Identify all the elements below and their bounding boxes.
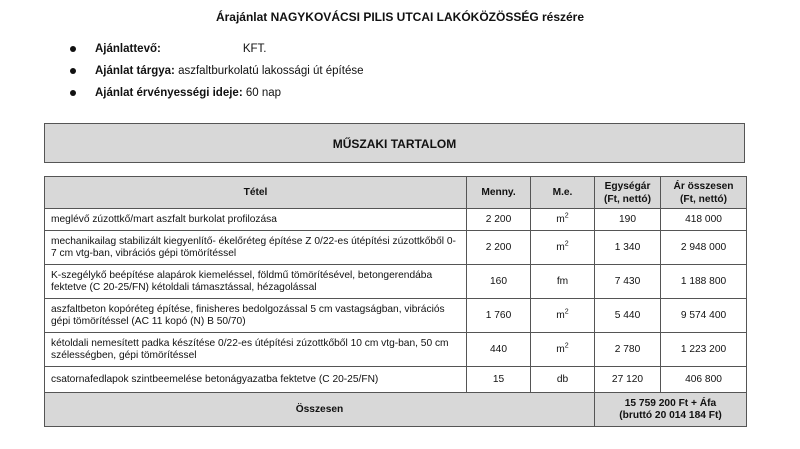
item-cell [45, 333, 467, 367]
offer-details [70, 42, 363, 108]
subject-label: Ajánlat tárgya: [95, 65, 175, 77]
total-cell-text: 1 223 200 [680, 343, 727, 355]
subject-value: aszfaltburkolatú lakossági út építése [178, 65, 364, 77]
header-unit-price-text: Egységár (Ft, nettó) [604, 180, 651, 205]
unit-price-cell-text: 2 780 [614, 343, 641, 355]
total-cell-text: 418 000 [685, 213, 722, 225]
item-cell-text: K-szegélykő beépítése alapárok kiemeléssel, földmű tömörítésével, betongerendába fektetve (C 20-25/FN) kétoldali támasztással, hézagolással [51, 269, 433, 293]
unit-price-cell [595, 265, 661, 299]
header-item: Tétel [45, 177, 467, 209]
total-cell-text: 2 948 000 [680, 241, 727, 253]
qty-cell-text: 2 200 [485, 213, 512, 225]
grand-total-net: 15 759 200 Ft + Áfa [624, 397, 717, 409]
total-row [45, 393, 747, 427]
unit-cell [531, 209, 595, 231]
unit-price-cell-text: 190 [619, 213, 636, 225]
total-cell [661, 299, 747, 333]
unit-superscript: 2 [564, 308, 569, 316]
header-qty: Menny. [467, 177, 531, 209]
qty-cell [467, 367, 531, 393]
validity-value: 60 nap [245, 87, 282, 99]
unit-superscript: 2 [564, 342, 569, 350]
unit-cell-text: m [556, 213, 565, 225]
unit-price-cell [595, 333, 661, 367]
unit-price-cell [595, 367, 661, 393]
qty-cell [467, 209, 531, 231]
bidder-value: KFT. [242, 43, 267, 55]
item-cell [45, 265, 467, 299]
item-cell-text: csatornafedlapok szintbeemelése betonágyazatba fektetve (C 20-25/FN) [51, 373, 379, 385]
unit-cell-text: fm [556, 275, 569, 287]
unit-cell [531, 367, 595, 393]
bullet-icon [70, 68, 76, 74]
unit-cell-text: m [556, 241, 565, 253]
item-cell-text: meglévő zúzottkő/mart aszfalt burkolat profilozása [51, 213, 277, 225]
unit-cell-text: m [556, 309, 565, 321]
total-label: Összesen [45, 393, 595, 427]
item-cell [45, 299, 467, 333]
document-title: Árajánlat NAGYKOVÁCSI PILIS UTCAI LAKÓKÖZÖSSÉG részére [215, 10, 585, 24]
total-cell-text: 406 800 [685, 373, 722, 385]
table-row [45, 333, 747, 367]
qty-cell-text: 1 760 [485, 309, 512, 321]
table-row [45, 209, 747, 231]
total-cell [661, 231, 747, 265]
grand-total-gross: (bruttó 20 014 184 Ft) [619, 409, 722, 421]
header-total [661, 177, 747, 209]
unit-cell [531, 231, 595, 265]
unit-cell [531, 265, 595, 299]
unit-price-cell [595, 299, 661, 333]
section-heading: MŰSZAKI TARTALOM [44, 123, 745, 163]
unit-cell [531, 299, 595, 333]
item-cell-text: mechanikailag stabilizált kiegyenlítő- ékelőréteg építése Z 0/22-es útépítési zúzottkőből 0-7 cm vtg-ban, vibrációs gépi tömörítéssel [51, 235, 456, 259]
item-cell [45, 231, 467, 265]
item-cell-text: aszfaltbeton kopóréteg építése, finisheres bedolgozással 5 cm vastagságban, vibrációs gépi tömörítéssel (AC 11 kopó (N) B 50/70) [51, 303, 445, 327]
header-unit: M.e. [531, 177, 595, 209]
total-cell-text: 9 574 400 [680, 309, 727, 321]
unit-cell [531, 333, 595, 367]
total-cell [661, 265, 747, 299]
table-row [45, 367, 747, 393]
total-cell [661, 367, 747, 393]
item-cell-text: kétoldali nemesített padka készítése 0/22-es útépítési zúzottkőből 10 cm vtg-ban, 50 cm szélességben, gépi tömörítéssel [51, 337, 449, 361]
bidder-label: Ajánlattevő: [95, 43, 161, 55]
unit-cell-text: db [556, 373, 569, 385]
qty-cell [467, 265, 531, 299]
offer-subject [70, 64, 363, 86]
item-cell [45, 209, 467, 231]
table-row [45, 231, 747, 265]
validity-label: Ajánlat érvényességi ideje: [95, 87, 243, 99]
offer-bidder [70, 42, 363, 64]
table-row [45, 265, 747, 299]
table-header-row [45, 177, 747, 209]
total-cell-text: 1 188 800 [680, 275, 727, 287]
header-total-text: Ár összesen (Ft, nettó) [673, 180, 734, 205]
unit-price-cell-text: 5 440 [614, 309, 641, 321]
header-unit-price [595, 177, 661, 209]
unit-price-cell-text: 1 340 [614, 241, 641, 253]
items-table [44, 176, 747, 427]
total-cell [661, 333, 747, 367]
qty-cell [467, 333, 531, 367]
qty-cell-text: 160 [490, 275, 507, 287]
unit-superscript: 2 [564, 212, 569, 220]
qty-cell-text: 2 200 [485, 241, 512, 253]
unit-price-cell-text: 27 120 [611, 373, 644, 385]
unit-superscript: 2 [564, 240, 569, 248]
grand-total [595, 393, 747, 427]
offer-validity [70, 86, 363, 108]
unit-price-cell [595, 209, 661, 231]
qty-cell-text: 15 [492, 373, 505, 385]
unit-price-cell [595, 231, 661, 265]
qty-cell-text: 440 [490, 343, 507, 355]
unit-price-cell-text: 7 430 [614, 275, 641, 287]
total-cell [661, 209, 747, 231]
unit-cell-text: m [556, 343, 565, 355]
item-cell [45, 367, 467, 393]
qty-cell [467, 231, 531, 265]
bullet-icon [70, 90, 76, 96]
table-row [45, 299, 747, 333]
qty-cell [467, 299, 531, 333]
bullet-icon [70, 46, 76, 52]
